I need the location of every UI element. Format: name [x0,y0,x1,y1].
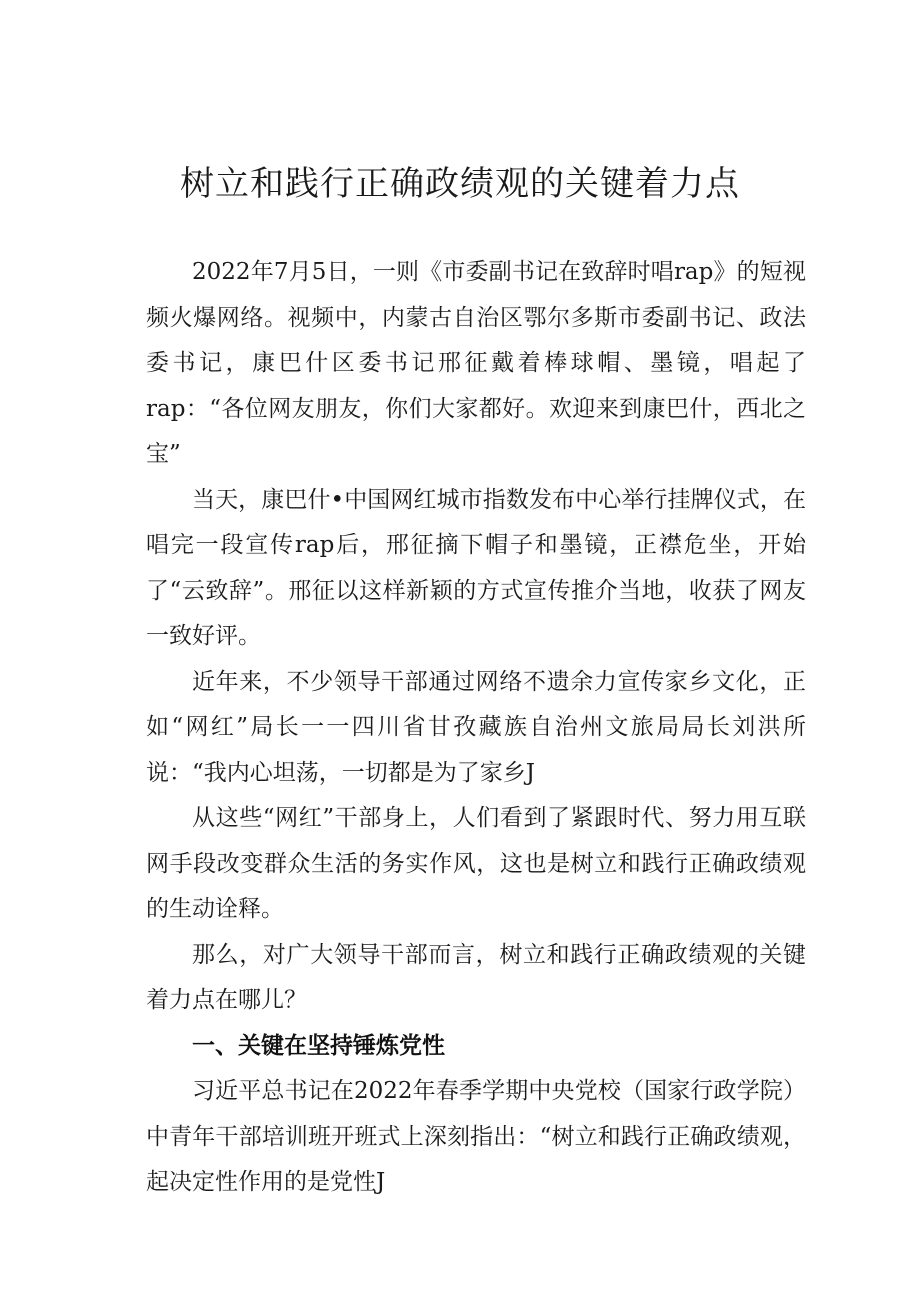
body-paragraph: 那么，对广大领导干部而言，树立和践行正确政绩观的关键着力点在哪儿？ [146,941,806,1013]
body-paragraph: 当天，康巴什•中国网红城市指数发布中心举行挂牌仪式，在唱完一段宣传rap后，邢征摘下帽子和墨镜，正襟危坐，开始了“云致辞”。邢征以这样新颖的方式宣传推介当地，收获了网友一致好评。 [146,486,806,649]
body-paragraph: 近年来，不少领导干部通过网络不遗余力宣传家乡文化，正如“网红”局长一一四川省甘孜藏族自治州文旅局局长刘洪所说：“我内心坦荡，一切都是为了家乡J [146,668,806,786]
document-body [146,250,806,1206]
body-paragraph: 习近平总书记在2022年春季学期中央党校（国家行政学院）中青年干部培训班开班式上深刻指出：“树立和践行正确政绩观，起决定性作用的是党性J [146,1078,806,1195]
document-title: 树立和践行正确政绩观的关键着力点 [180,164,740,204]
body-paragraph: 2022年7月5日，一则《市委副书记在致辞时唱rap》的短视频火爆网络。视频中，内蒙古自治区鄂尔多斯市委副书记、政法委书记，康巴什区委书记邢征戴着棒球帽、墨镜，唱起了rap：“各位网友朋友，你们大家都好。欢迎来到康巴什，西北之宝” [146,259,806,467]
body-paragraph: 从这些“网红”干部身上，人们看到了紧跟时代、努力用互联网手段改变群众生活的务实作风，这也是树立和践行正确政绩观的生动诠释。 [146,805,806,922]
section-heading: 一、关键在坚持锤炼党性 [192,1032,445,1059]
